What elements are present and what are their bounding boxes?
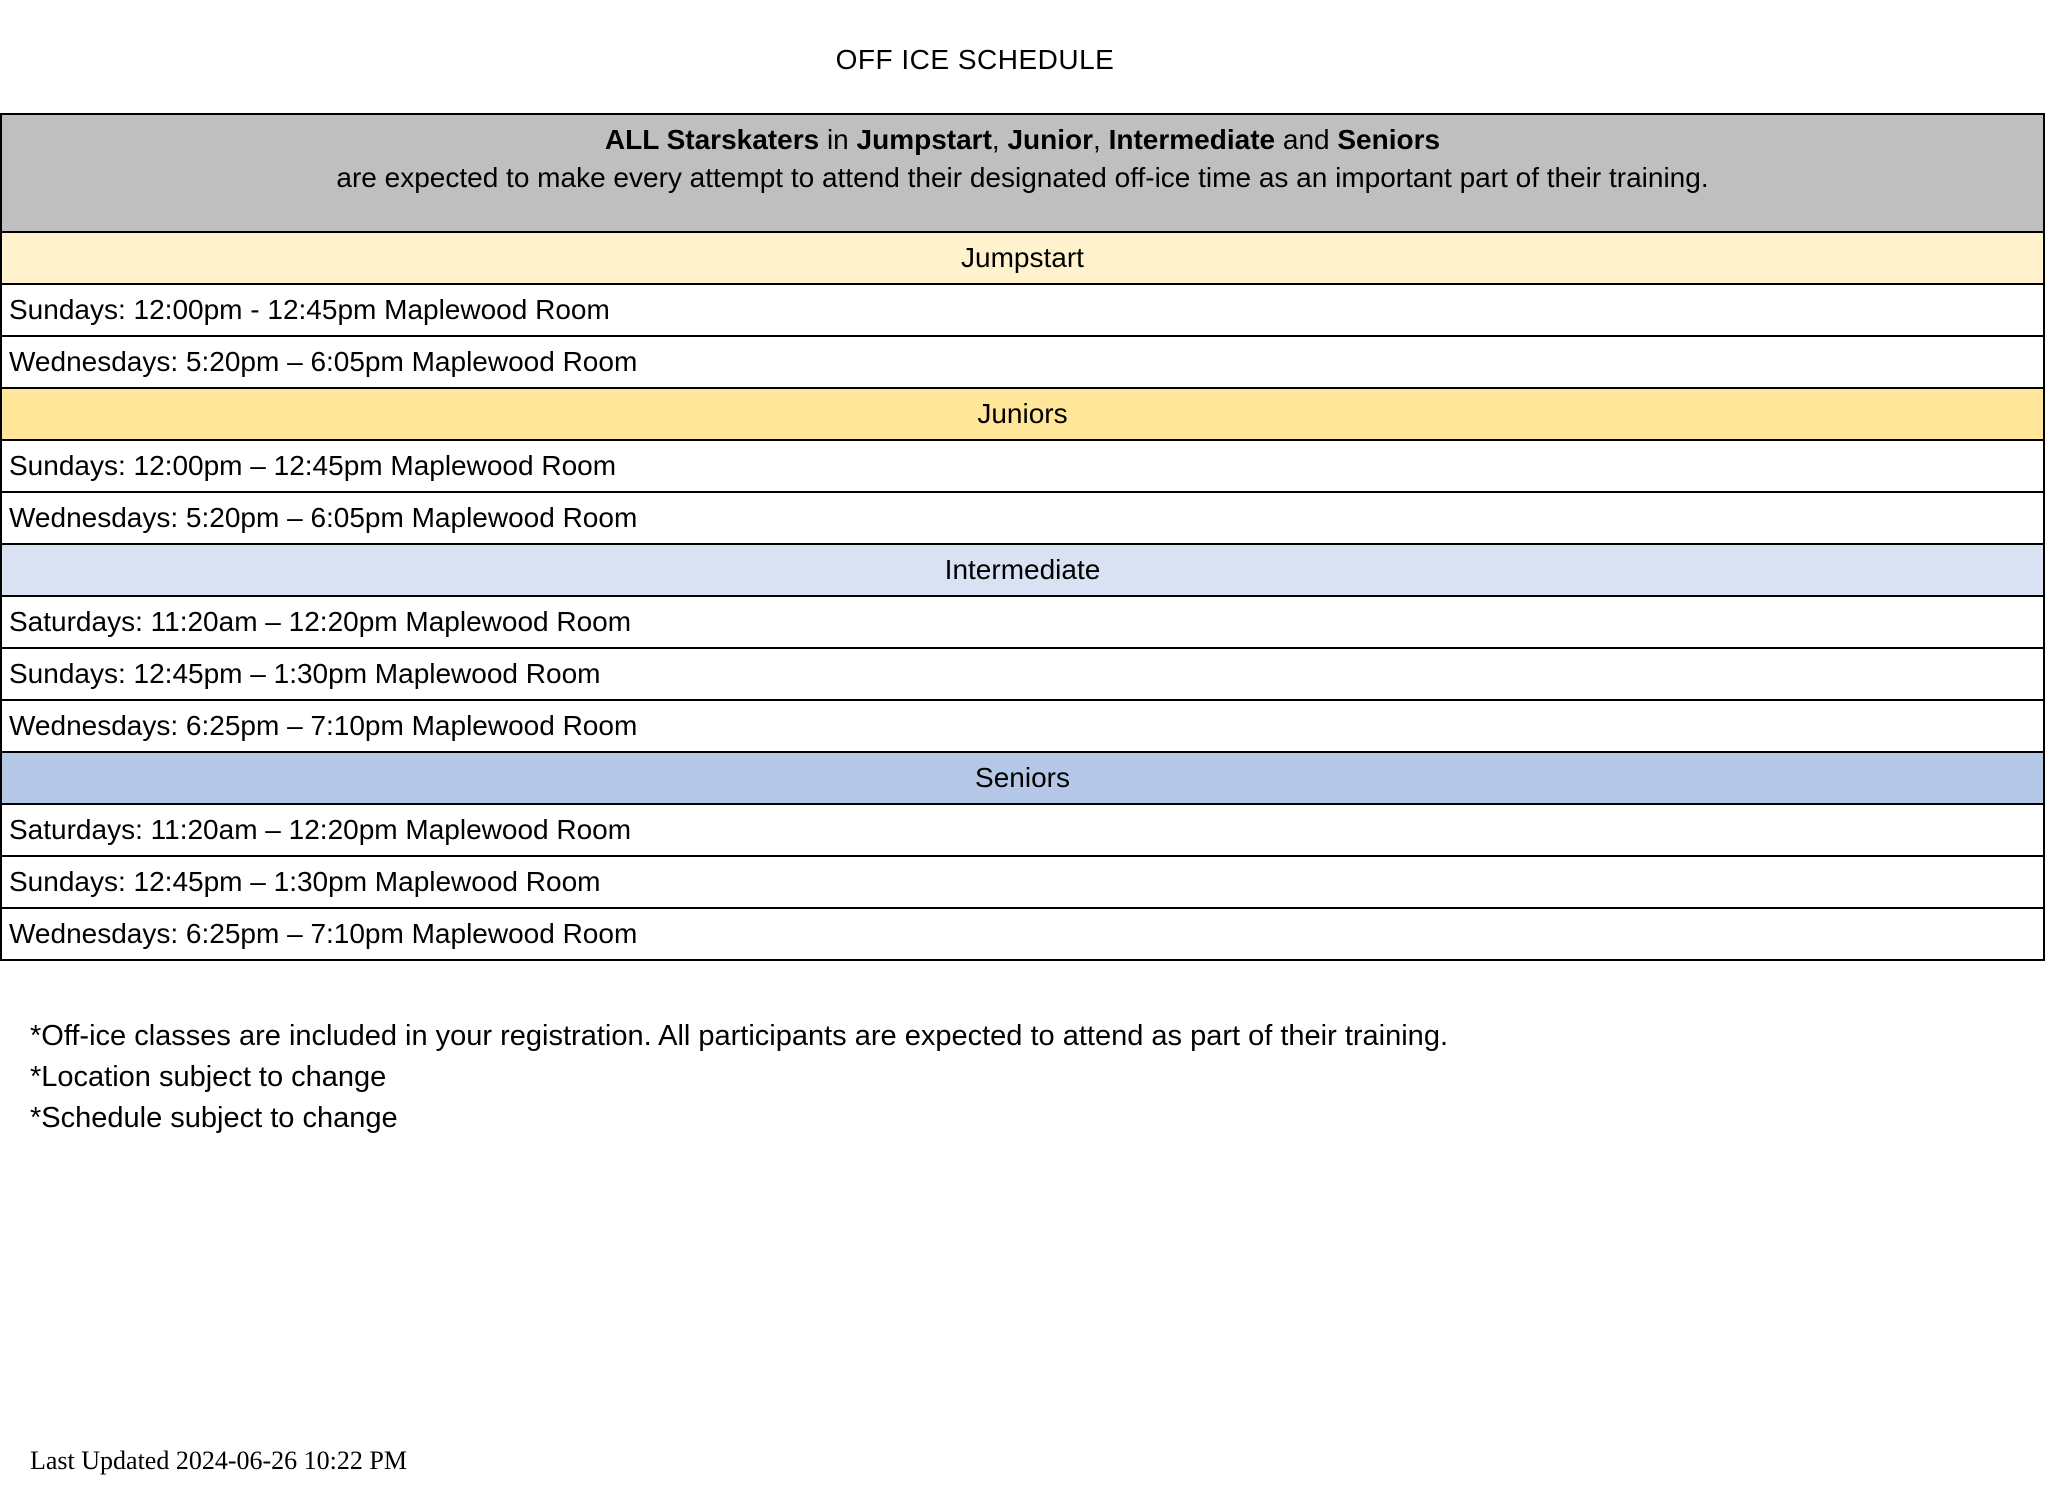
note-schedule: *Schedule subject to change <box>30 1102 398 1134</box>
schedule-row: Sundays: 12:00pm – 12:45pm Maplewood Room <box>1 440 2044 492</box>
intro-bold-intermediate: Intermediate <box>1108 124 1276 155</box>
note-registration: *Off-ice classes are included in your registration. All participants are expected to attend as part of their training. <box>30 1020 1448 1052</box>
notes <box>30 1016 1448 1139</box>
note-location: *Location subject to change <box>30 1061 387 1093</box>
group-header-juniors: Juniors <box>1 388 2044 440</box>
intro-line-1 <box>2 121 2043 159</box>
schedule-table <box>0 113 2045 961</box>
intro-text: , <box>991 124 1008 155</box>
group-header-seniors: Seniors <box>1 752 2044 804</box>
intro-bold-jumpstart: Jumpstart <box>856 124 992 155</box>
intro-row <box>1 114 2044 232</box>
group-header-jumpstart: Jumpstart <box>1 232 2044 284</box>
intro-bold-junior: Junior <box>1007 124 1094 155</box>
intro-text: , <box>1093 124 1109 155</box>
schedule-row: Sundays: 12:00pm - 12:45pm Maplewood Room <box>1 284 2044 336</box>
schedule-row: Wednesdays: 5:20pm – 6:05pm Maplewood Room <box>1 336 2044 388</box>
intro-line-2: are expected to make every attempt to attend their designated off-ice time as an important part of their training. <box>336 162 1709 193</box>
schedule-row: Wednesdays: 5:20pm – 6:05pm Maplewood Room <box>1 492 2044 544</box>
group-header-intermediate: Intermediate <box>1 544 2044 596</box>
schedule-row: Sundays: 12:45pm – 1:30pm Maplewood Room <box>1 856 2044 908</box>
schedule-row: Sundays: 12:45pm – 1:30pm Maplewood Room <box>1 648 2044 700</box>
intro-text: in <box>819 124 857 155</box>
page-title: OFF ICE SCHEDULE <box>835 44 1115 75</box>
intro-bold-all-starskaters: ALL Starskaters <box>604 124 820 155</box>
intro-bold-seniors: Seniors <box>1337 124 1441 155</box>
schedule-row: Saturdays: 11:20am – 12:20pm Maplewood Room <box>1 596 2044 648</box>
last-updated: Last Updated 2024-06-26 10:22 PM <box>30 1446 407 1475</box>
schedule-row: Wednesdays: 6:25pm – 7:10pm Maplewood Room <box>1 908 2044 960</box>
intro-text: and <box>1275 124 1338 155</box>
intro-cell <box>1 114 2044 232</box>
schedule-row: Saturdays: 11:20am – 12:20pm Maplewood Room <box>1 804 2044 856</box>
schedule-row: Wednesdays: 6:25pm – 7:10pm Maplewood Room <box>1 700 2044 752</box>
